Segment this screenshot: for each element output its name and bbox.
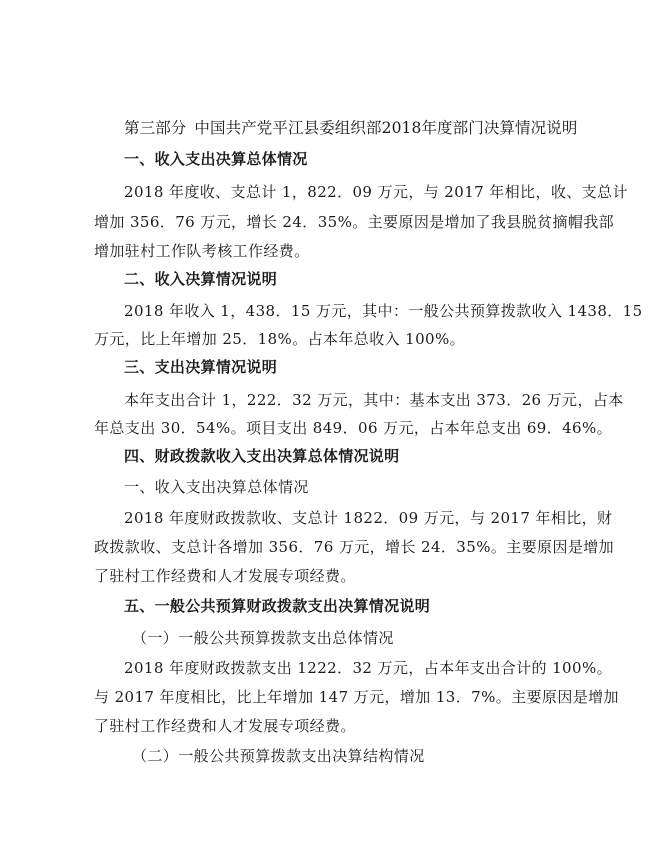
section-4-line-3: 了驻村工作经费和人才发展专项经费。 <box>94 567 356 585</box>
section-3-line-2: 年总支出 30．54%。项目支出 849．06 万元，占本年总支出 69．46%。 <box>94 419 613 437</box>
section-5-line-1: 2018 年度财政拨款支出 1222．32 万元，占本年支出合计的 100%。 <box>124 659 612 677</box>
document-title <box>124 116 577 138</box>
section-4-line-1: 2018 年度财政拨款收、支总计 1822．09 万元，与 2017 年相比，财 <box>124 509 613 527</box>
section-5-line-3: 了驻村工作经费和人才发展专项经费。 <box>94 717 356 735</box>
section-3-heading: 三、支出决算情况说明 <box>124 358 278 376</box>
section-4-line-2: 政拨款收、支总计各增加 356．76 万元，增长 24．35%。主要原因是增加 <box>94 538 615 556</box>
section-1-line-1: 2018 年度收、支总计 1，822．09 万元，与 2017 年相比，收、支总计 <box>124 183 628 201</box>
section-1-heading: 一、收入支出决算总体情况 <box>124 150 308 168</box>
section-1-line-2: 增加 356．76 万元，增长 24．35%。主要原因是增加了我县脱贫摘帽我部 <box>94 213 615 231</box>
section-2-line-1: 2018 年收入 1，438．15 万元，其中：一般公共预算拨款收入 1438．15 <box>124 302 643 320</box>
section-5-heading: 五、一般公共预算财政拨款支出决算情况说明 <box>124 597 431 615</box>
section-5-subheading-2: （二）一般公共预算拨款支出决算结构情况 <box>132 747 425 765</box>
title-text: 中国共产党平江县委组织部2018年度部门决算情况说明 <box>194 119 578 137</box>
section-1-line-3: 增加驻村工作队考核工作经费。 <box>94 242 310 260</box>
section-2-line-2: 万元，比上年增加 25．18%。占本年总收入 100%。 <box>94 330 466 348</box>
section-5-line-2: 与 2017 年度相比，比上年增加 147 万元，增加 13．7%。主要原因是增加 <box>94 688 619 706</box>
title-part: 第三部分 <box>124 119 187 137</box>
section-5-subheading-1: （一）一般公共预算拨款支出总体情况 <box>132 629 394 647</box>
section-4-heading: 四、财政拨款收入支出决算总体情况说明 <box>124 447 400 465</box>
section-2-heading: 二、收入决算情况说明 <box>124 270 278 288</box>
section-3-line-1: 本年支出合计 1，222．32 万元，其中：基本支出 373．26 万元，占本 <box>124 391 624 409</box>
section-4-subheading: 一、收入支出决算总体情况 <box>124 478 309 496</box>
